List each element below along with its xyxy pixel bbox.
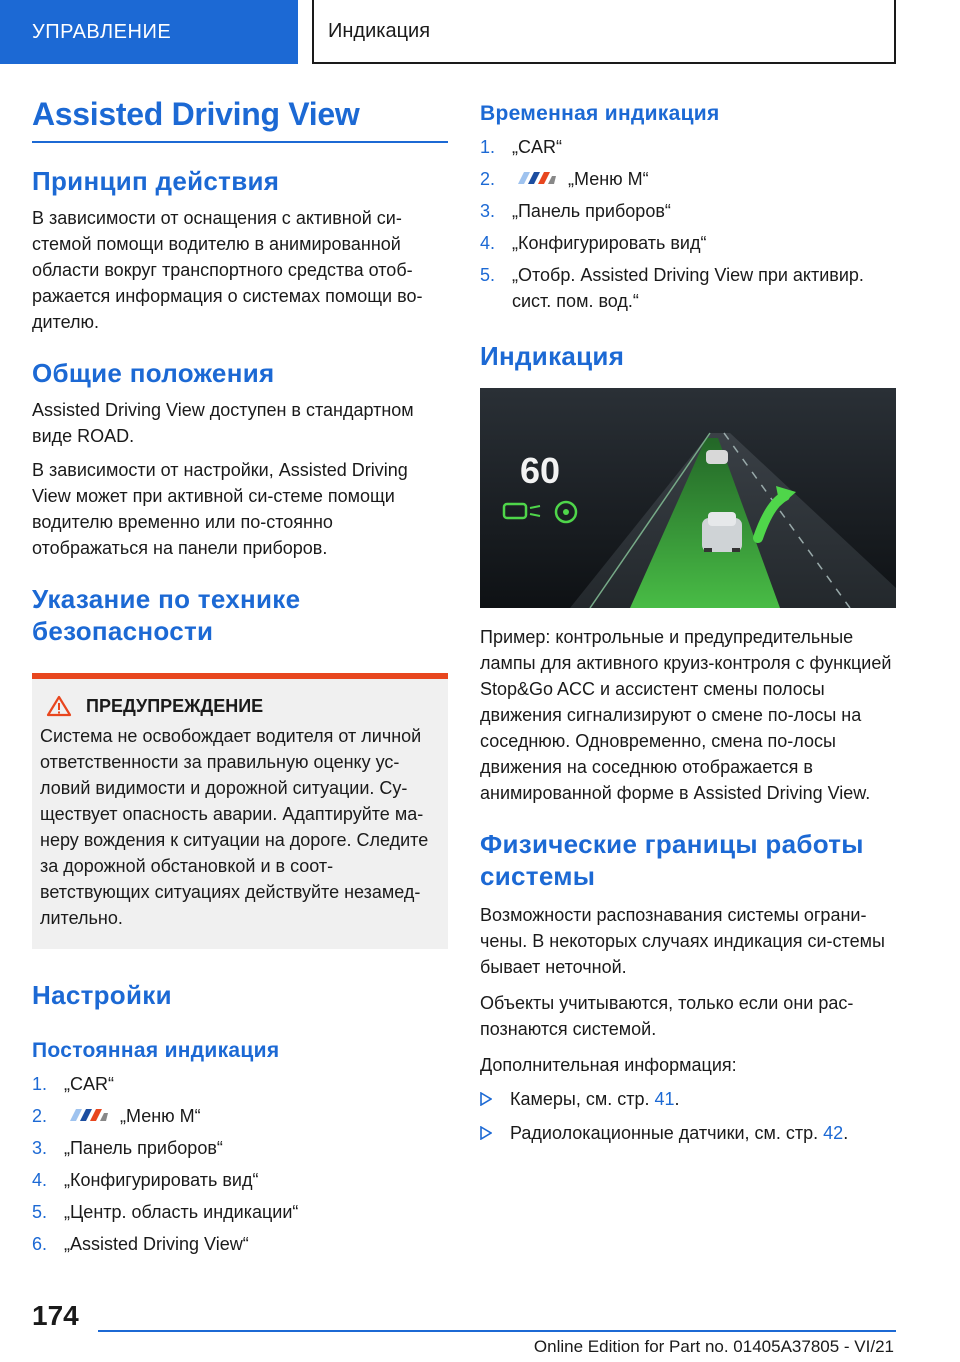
step-number: 3. [32, 1138, 48, 1158]
step-number: 5. [32, 1202, 48, 1222]
list-item [480, 1086, 896, 1112]
display-heading: Индикация [480, 341, 625, 371]
step-text: „Отобр. Assisted Driving View при активир. сист. пом. вод.“ [512, 265, 864, 311]
limits-text-3: Дополнительная информация: [480, 1055, 737, 1075]
reference-text: Камеры, см. стр. [510, 1089, 655, 1109]
image-caption: Пример: контрольные и предупредительные лампы для активного круиз-контроля с функцией Stop&Go ACC и ассистент смены полосы движения сигнализируют о смене по-лосы на соседнюю. Одновременно, смена по-лосы движения на соседнюю отображается в анимированной форме в Assisted Driving View. [480, 627, 892, 803]
step-number: 2. [480, 169, 496, 189]
principle-heading: Принцип действия [32, 166, 280, 196]
permanent-steps [32, 1071, 448, 1257]
warning-text: Система не освобождает водителя от личной ответственности за правильную оценку ус-ловий видимости и дорожной ситуации. Су-ществует опасность аварии. Адаптируйте ма-неру вождения к ситуации на дороге. Следите за дорожной обстановкой и в соот-ветствующих ситуациях действуйте незамед-лительно. [40, 726, 429, 928]
reference-text: Радиолокационные датчики, см. стр. [510, 1123, 824, 1143]
speed-readout: 60 [520, 450, 561, 491]
list-item [32, 1199, 448, 1225]
warning-triangle-icon [46, 695, 72, 717]
step-number: 1. [480, 137, 496, 157]
step-text: „Центр. область индикации“ [64, 1202, 299, 1222]
list-item [480, 166, 896, 192]
general-text-1: Assisted Driving View доступен в стандартном виде ROAD. [32, 400, 414, 446]
principle-text: В зависимости от оснащения с активной си-стемой помощи водителю в анимированной области вокруг транспортного средства отоб-ражается информация о системах помощи во-дителю. [32, 208, 423, 332]
warning-box [32, 673, 448, 949]
step-text: „CAR“ [512, 137, 562, 157]
step-text: „Меню M“ [120, 1106, 201, 1126]
step-number: 5. [480, 265, 496, 285]
step-text: „Меню M“ [568, 169, 649, 189]
subsection-title: Индикация [312, 0, 896, 64]
step-text: „Панель приборов“ [512, 201, 671, 221]
step-text: „Панель приборов“ [64, 1138, 223, 1158]
m-logo-icon [66, 1103, 110, 1129]
list-item [32, 1135, 448, 1161]
reference-list [480, 1086, 896, 1146]
page-link-41[interactable]: 41 [654, 1089, 675, 1109]
limits-text-1: Возможности распознавания системы ограни-чены. В некоторых случаях индикация си-стемы бывает неточной. [480, 905, 885, 977]
assisted-driving-view-image [480, 388, 896, 608]
step-number: 2. [32, 1106, 48, 1126]
page-number: 174 [32, 1300, 79, 1331]
list-item [32, 1167, 448, 1193]
right-column [480, 100, 896, 1146]
general-heading: Общие положения [32, 358, 275, 388]
list-item [480, 198, 896, 224]
step-number: 4. [32, 1170, 48, 1190]
page-title: Assisted Driving View [32, 96, 448, 143]
temporary-steps [480, 134, 896, 314]
safety-heading: Указание по технике безопасности [32, 584, 301, 646]
list-item [32, 1071, 448, 1097]
reference-suffix: . [674, 1089, 680, 1109]
footer-divider [98, 1330, 896, 1332]
reference-suffix: . [843, 1123, 849, 1143]
list-item [480, 1120, 896, 1146]
step-text: „Конфигурировать вид“ [64, 1170, 259, 1190]
dashboard-illustration [480, 388, 896, 608]
step-number: 6. [32, 1234, 48, 1254]
list-item [480, 230, 896, 256]
step-text: „CAR“ [64, 1074, 114, 1094]
list-item [480, 262, 896, 314]
settings-heading: Настройки [32, 980, 172, 1010]
list-item [32, 1103, 448, 1129]
page-link-42[interactable]: 42 [823, 1123, 844, 1143]
section-tab: УПРАВЛЕНИЕ [0, 0, 298, 64]
limits-heading: Физические границы работы системы [480, 829, 864, 891]
edition-note: Online Edition for Part no. 01405A37805 - VI/21 [533, 1337, 894, 1356]
warning-header [40, 695, 440, 717]
limits-text-2: Объекты учитываются, только если они рас-познаются системой. [480, 993, 854, 1039]
list-item [32, 1231, 448, 1257]
warning-title: ПРЕДУПРЕЖДЕНИЕ [86, 695, 264, 716]
temporary-heading: Временная индикация [480, 102, 720, 125]
list-item [480, 134, 896, 160]
step-text: „Конфигурировать вид“ [512, 233, 707, 253]
m-logo-icon [514, 166, 558, 192]
general-text-2: В зависимости от настройки, Assisted Driving View может при активной си-стеме помощи водителю временно или по-стоянно отображаться на панели приборов. [32, 460, 408, 558]
left-column [32, 96, 448, 1257]
triangle-bullet-icon [480, 1086, 510, 1112]
step-text: „Assisted Driving View“ [64, 1234, 249, 1254]
step-number: 4. [480, 233, 496, 253]
permanent-heading: Постоянная индикация [32, 1039, 280, 1062]
step-number: 3. [480, 201, 496, 221]
triangle-bullet-icon [480, 1120, 510, 1146]
step-number: 1. [32, 1074, 48, 1094]
